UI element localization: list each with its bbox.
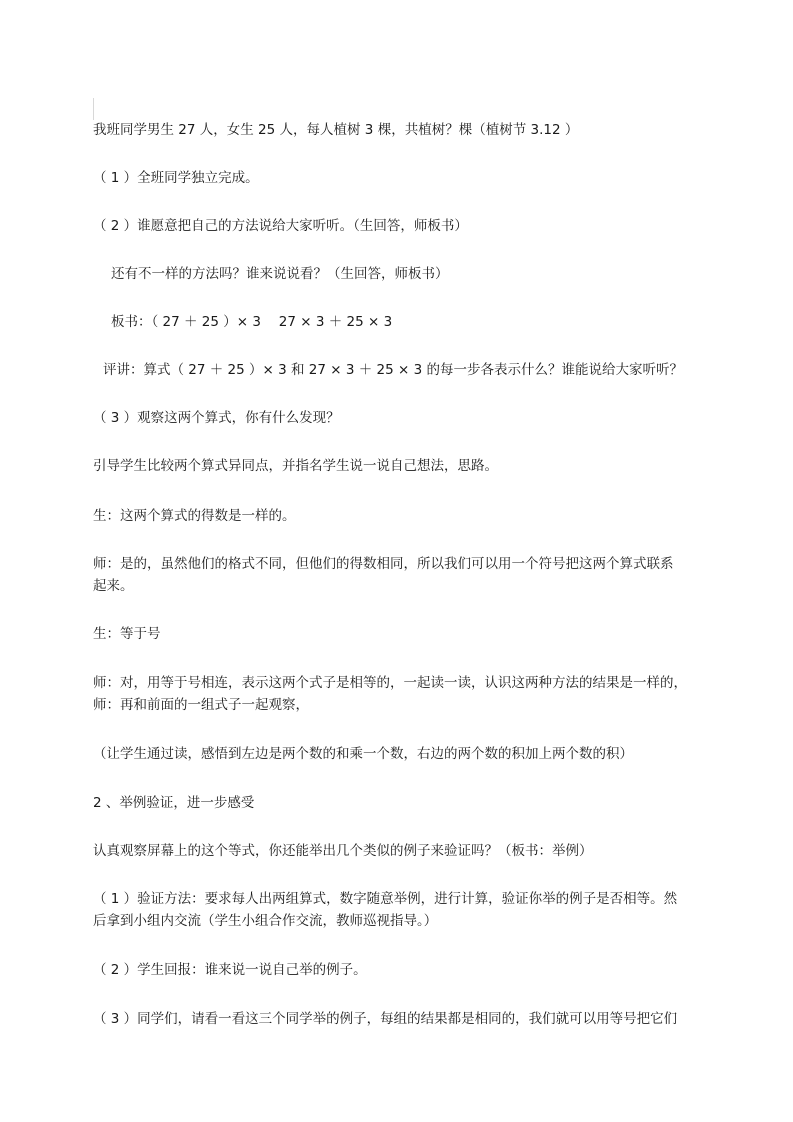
text-line: 生：这两个算式的得数是一样的。: [93, 508, 296, 524]
paragraph-observe: [93, 840, 705, 862]
paragraph-verify-3: [93, 1008, 705, 1030]
paragraph-teacher-1: [93, 553, 705, 597]
paragraph-step-1: [93, 167, 705, 189]
text-line: （ 2 ）学生回报：谁来说一说自己举的例子。: [93, 962, 367, 978]
text-line: 我班同学男生 27 人，女生 25 人，每人植树 3 棵，共植树？棵（植树节 3.12 ）: [93, 122, 579, 138]
text-line: 板书：（ 27 ＋ 25 ）× 3 27 × 3 ＋ 25 × 3: [111, 314, 393, 330]
text-line: （ 3 ）同学们，请看一看这三个同学举的例子，每组的结果都是相同的，我们就可以用等号把它们: [93, 1011, 678, 1027]
paragraph-step-2: [93, 215, 705, 237]
text-line: 后拿到小组内交流（学生小组合作交流，教师巡视指导。）: [93, 913, 438, 929]
paragraph-problem: [93, 119, 705, 141]
text-line: 生：等于号: [93, 626, 161, 642]
text-line: （ 1 ）全班同学独立完成。: [93, 170, 259, 186]
text-line: （ 3 ）观察这两个算式，你有什么发现？: [93, 410, 340, 426]
paragraph-reading: [93, 743, 705, 765]
text-line: 还有不一样的方法吗？谁来说说看？（生回答，师板书）: [111, 266, 449, 282]
paragraph-other-method: [111, 263, 723, 285]
text-line: （ 1 ）验证方法：要求每人出两组算式，数字随意举例，进行计算，验证你举的例子是否相等。然: [93, 891, 678, 907]
text-line: 认真观察屏幕上的这个等式，你还能举出几个类似的例子来验证吗？（板书：举例）: [93, 843, 593, 859]
paragraph-step-3: [93, 407, 705, 429]
paragraph-teacher-2: [93, 672, 705, 716]
text-line: （让学生通过读，感悟到左边是两个数的和乘一个数，右边的两个数的积加上两个数的积）: [93, 746, 633, 762]
paragraph-student-1: [93, 505, 705, 527]
text-line: 2 、举例验证，进一步感受: [93, 795, 255, 811]
paragraph-student-2: [93, 623, 705, 645]
paragraph-comment: [103, 359, 715, 381]
paragraph-guide: [93, 455, 705, 477]
margin-mark: [93, 98, 94, 120]
paragraph-blackboard: [111, 311, 723, 333]
text-line: 师：是的，虽然他们的格式不同，但他们的得数相同，所以我们可以用一个符号把这两个算式联系: [93, 556, 674, 572]
text-line: 起来。: [93, 578, 134, 594]
text-line: 师：对，用等于号相连，表示这两个式子是相等的，一起读一读，认识这两种方法的结果是一样的，: [93, 675, 687, 691]
text-line: 评讲：算式（ 27 ＋ 25 ）× 3 和 27 × 3 ＋ 25 × 3 的每一步各表示什么？谁能说给大家听听？: [103, 362, 683, 378]
text-line: 师：再和前面的一组式子一起观察，: [93, 697, 309, 713]
paragraph-verify-1: [93, 888, 705, 932]
paragraph-section-2: [93, 792, 705, 814]
text-line: 引导学生比较两个算式异同点，并指名学生说一说自己想法，思路。: [93, 458, 498, 474]
paragraph-verify-2: [93, 959, 705, 981]
text-line: （ 2 ）谁愿意把自己的方法说给大家听听。（生回答，师板书）: [93, 218, 468, 234]
